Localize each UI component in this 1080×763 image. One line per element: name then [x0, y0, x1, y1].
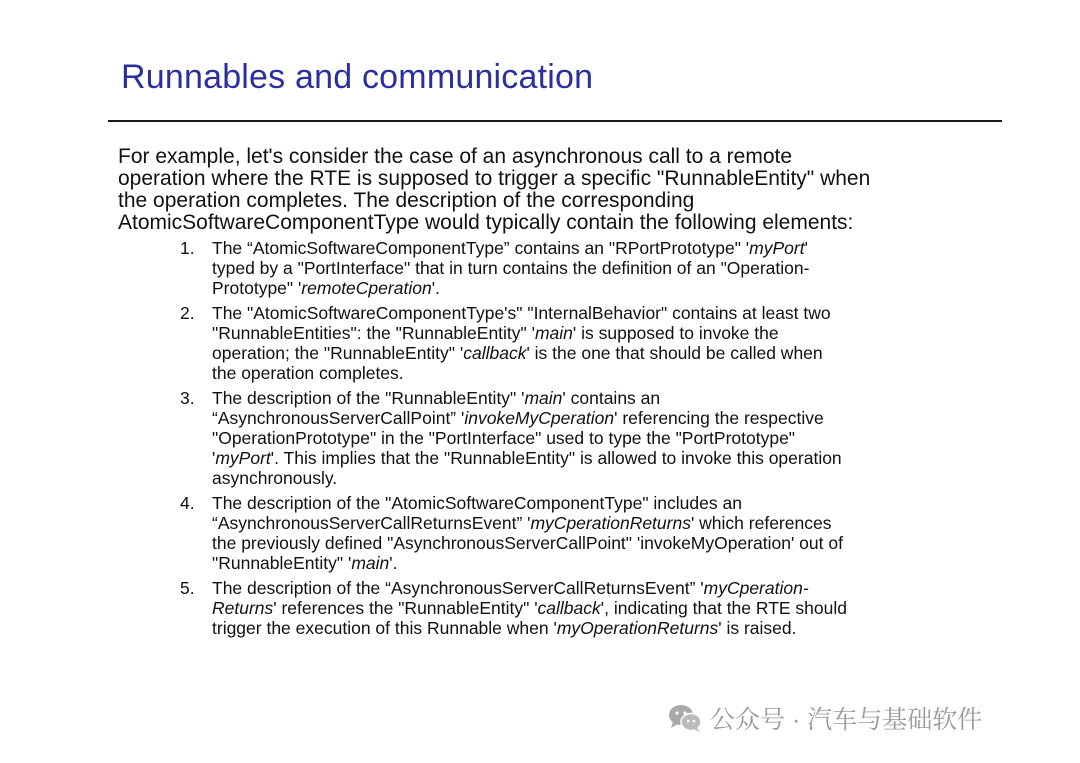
italic-term: invokeMyCperation	[464, 408, 615, 428]
text-run: ' contains an	[562, 388, 661, 408]
wechat-icon	[668, 703, 702, 733]
text-run: trigger the execution of this Runnable when '	[212, 618, 557, 638]
list-number: 5.	[180, 578, 195, 598]
list-line	[212, 448, 980, 468]
italic-term: main	[351, 553, 390, 573]
list-line: The description of the "AtomicSoftwareComponentType" includes an	[212, 493, 742, 513]
watermark-text: 公众号 · 汽车与基础软件	[710, 706, 983, 734]
list-line: the previously defined "AsynchronousServerCallPoint" 'invokeMyOperation' out of	[212, 533, 843, 553]
text-run: "RunnableEntity" '	[212, 553, 352, 573]
elements-list	[180, 238, 980, 643]
list-line	[212, 238, 980, 258]
list-line	[212, 598, 980, 618]
italic-term: remoteCperation	[301, 278, 432, 298]
list-line	[212, 278, 980, 298]
italic-term: myPort	[749, 238, 805, 258]
list-line	[212, 343, 980, 363]
text-run: ' referencing the respective	[614, 408, 824, 428]
text-run: operation; the "RunnableEntity" '	[212, 343, 464, 363]
text-run: ' is the one that should be called when	[526, 343, 823, 363]
title-divider	[108, 120, 1002, 122]
text-run: ' which references	[690, 513, 832, 533]
italic-term: callback	[537, 598, 601, 618]
list-item	[180, 238, 980, 298]
italic-term: main	[524, 388, 563, 408]
italic-term: myOperationReturns	[556, 618, 719, 638]
italic-term: Returns	[212, 598, 274, 618]
list-item	[180, 493, 980, 573]
list-item	[180, 388, 980, 488]
watermark	[668, 700, 982, 736]
list-line	[212, 323, 980, 343]
italic-term: myPort	[215, 448, 271, 468]
list-line	[212, 388, 980, 408]
italic-term: myCperation-	[703, 578, 809, 598]
text-run: The description of the "RunnableEntity" '	[212, 388, 525, 408]
list-number: 3.	[180, 388, 195, 408]
text-run: ' references the "RunnableEntity" '	[273, 598, 538, 618]
text-run: The description of the “AsynchronousServerCallReturnsEvent” '	[212, 578, 704, 598]
list-line	[212, 513, 980, 533]
list-item	[180, 578, 980, 638]
list-line	[212, 408, 980, 428]
text-run: ' is raised.	[718, 618, 797, 638]
list-line: typed by a "PortInterface" that in turn contains the definition of an "Operation-	[212, 258, 810, 278]
text-run: “AsynchronousServerCallPoint” '	[212, 408, 465, 428]
text-run: '	[212, 448, 216, 468]
slide-title: Runnables and communication	[121, 58, 594, 96]
text-run: The “AtomicSoftwareComponentType” contains an "RPortPrototype" '	[212, 238, 750, 258]
list-line: The "AtomicSoftwareComponentType's" "InternalBehavior" contains at least two	[212, 303, 831, 323]
list-item	[180, 303, 980, 383]
text-run: “AsynchronousServerCallReturnsEvent” '	[212, 513, 531, 533]
intro-line: For example, let's consider the case of an asynchronous call to a remote	[118, 145, 793, 168]
text-run: '. This implies that the "RunnableEntity" is allowed to invoke this operation	[270, 448, 842, 468]
text-run: Prototype" '	[212, 278, 302, 298]
intro-line: AtomicSoftwareComponentType would typically contain the following elements:	[118, 211, 854, 234]
italic-term: main	[534, 323, 573, 343]
list-line	[212, 553, 980, 573]
list-line: asynchronously.	[212, 468, 338, 488]
list-line	[212, 618, 980, 638]
intro-line: the operation completes. The description of the corresponding	[118, 189, 695, 212]
intro-paragraph	[118, 146, 978, 234]
list-number: 1.	[180, 238, 195, 258]
text-run: '.	[389, 553, 398, 573]
italic-term: myCperationReturns	[530, 513, 691, 533]
list-line: "OperationPrototype" in the "PortInterface" used to type the "PortPrototype"	[212, 428, 796, 448]
text-run: ', indicating that the RTE should	[600, 598, 848, 618]
italic-term: callback	[463, 343, 527, 363]
intro-line: operation where the RTE is supposed to trigger a specific "RunnableEntity" when	[118, 167, 871, 190]
text-run: ' is supposed to invoke the	[572, 323, 779, 343]
text-run: '.	[431, 278, 440, 298]
list-number: 2.	[180, 303, 195, 323]
text-run: "RunnableEntities": the "RunnableEntity" '	[212, 323, 535, 343]
list-line	[212, 578, 980, 598]
list-number: 4.	[180, 493, 195, 513]
list-line: the operation completes.	[212, 363, 404, 383]
text-run: '	[804, 238, 808, 258]
